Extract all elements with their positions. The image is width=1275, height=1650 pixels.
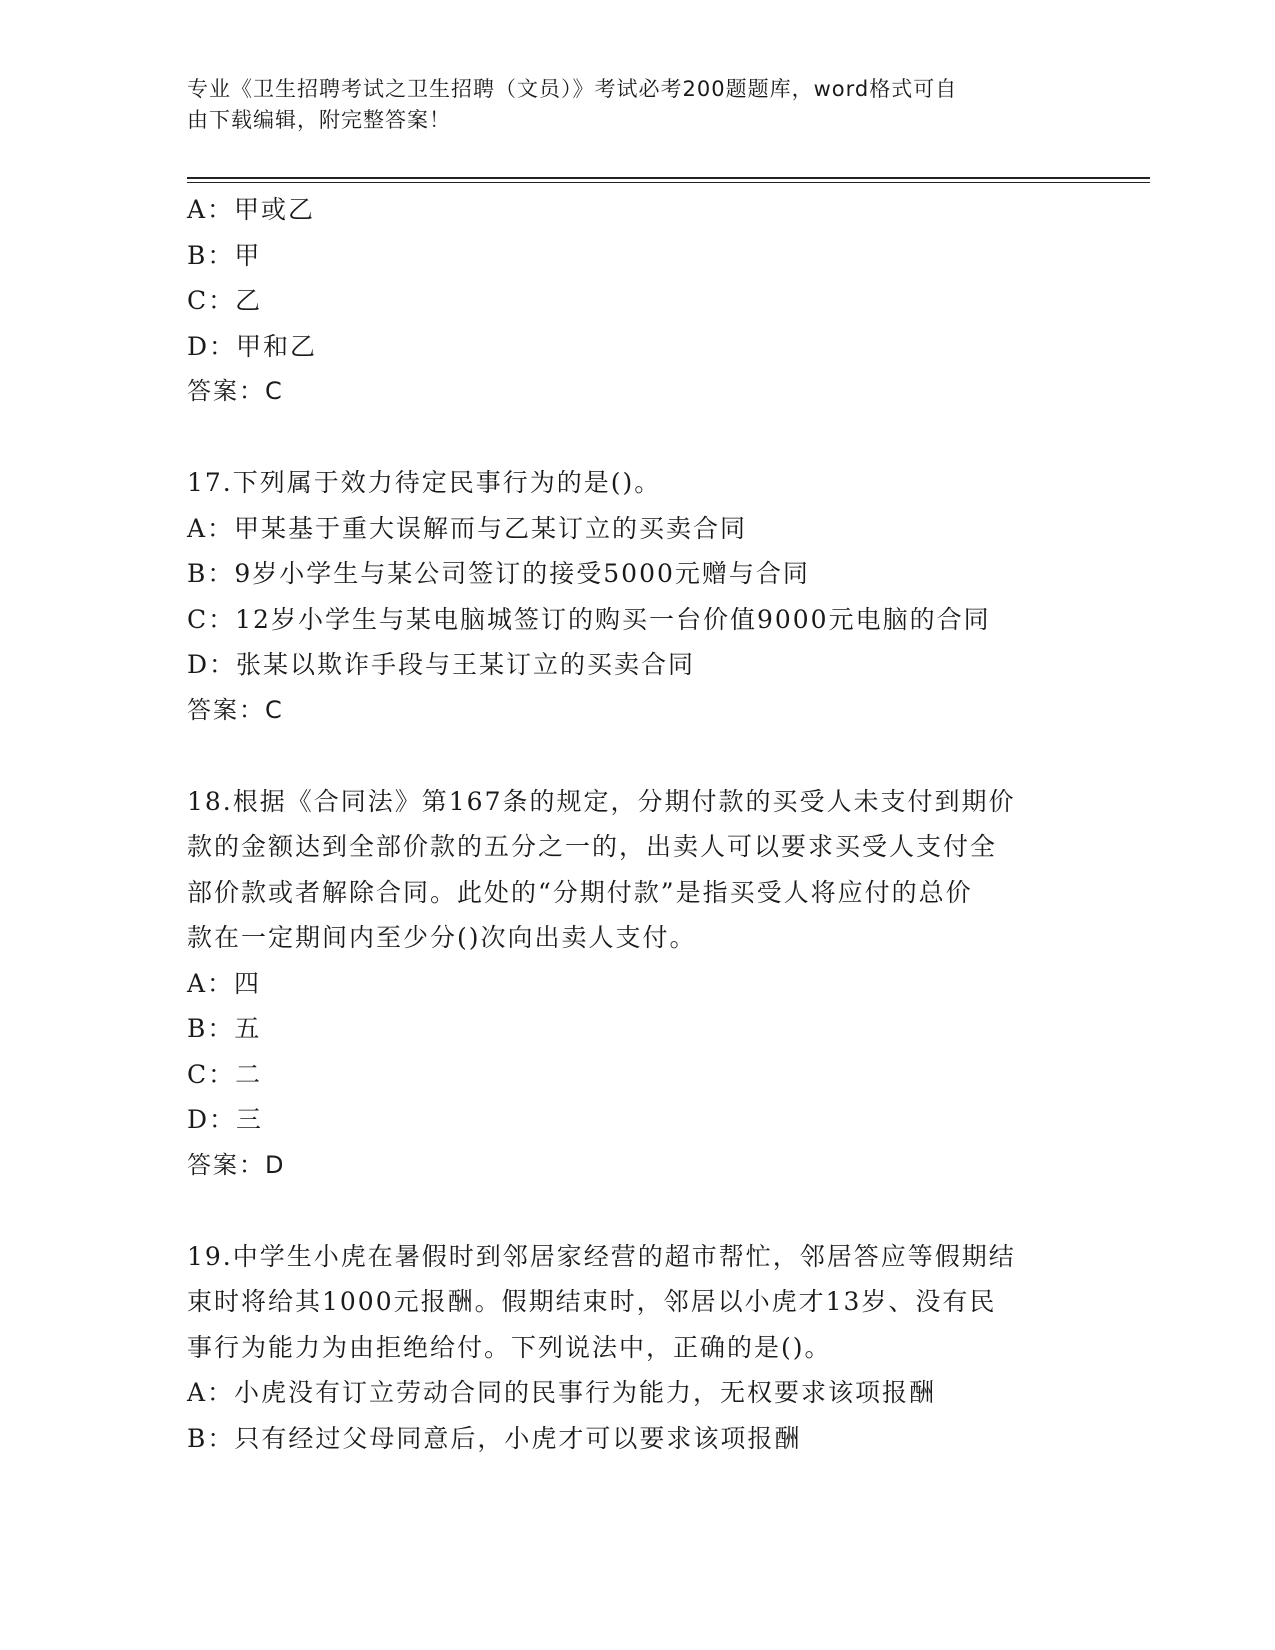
option-d: D：甲和乙 — [187, 331, 318, 361]
option-a: A：小虎没有订立劳动合同的民事行为能力，无权要求该项报酬 — [187, 1378, 937, 1407]
header-rule-thick — [187, 177, 1150, 179]
option-b: B：甲 — [187, 240, 262, 270]
spacer — [187, 415, 1087, 461]
question-stem-line-3: 事行为能力为由拒绝给付。下列说法中，正确的是()。 — [187, 1332, 832, 1362]
option-c: C：乙 — [187, 286, 263, 315]
question-stem-line-3: 部价款或者解除合同。此处的“分期付款”是指买受人将应付的总价 — [187, 877, 973, 907]
question-stem-line-1: 18.根据《合同法》第167条的规定，分期付款的买受人未支付到期价 — [187, 786, 1016, 816]
option-c: C：二 — [187, 1059, 263, 1089]
spacer — [187, 1188, 1087, 1234]
option-d: D：三 — [187, 1105, 264, 1134]
option-a: A：甲或乙 — [187, 195, 316, 224]
question-stem-line-4: 款在一定期间内至少分()次向出卖人支付。 — [187, 923, 697, 952]
question-list — [187, 187, 1087, 1461]
question-18 — [187, 779, 1087, 1189]
option-a: A：四 — [187, 968, 262, 998]
answer-line: 答案：D — [187, 1150, 286, 1179]
option-b: B：9岁小学生与某公司签订的接受5000元赠与合同 — [187, 559, 810, 588]
spacer — [187, 733, 1087, 779]
question-stem-line-2: 款的金额达到全部价款的五分之一的，出卖人可以要求买受人支付全 — [187, 832, 998, 861]
header-line-1: 专业《卫生招聘考试之卫生招聘（文员）》考试必考200题题库，word格式可自 — [187, 77, 958, 101]
question-19 — [187, 1234, 1087, 1462]
option-b: B：五 — [187, 1014, 262, 1043]
header-line-2: 由下载编辑，附完整答案！ — [187, 108, 451, 132]
question-16-tail — [187, 187, 1087, 415]
option-a: A：甲某基于重大误解而与乙某订立的买卖合同 — [187, 513, 748, 543]
option-b: B：只有经过父母同意后，小虎才可以要求该项报酬 — [187, 1423, 802, 1453]
question-17 — [187, 460, 1087, 733]
option-d: D：张某以欺诈手段与王某订立的买卖合同 — [187, 650, 696, 679]
answer-line: 答案：C — [187, 377, 284, 405]
question-stem-line-2: 束时将给其1000元报酬。假期结束时，邻居以小虎才13岁、没有民 — [187, 1287, 997, 1316]
question-stem-line-1: 19.中学生小虎在暑假时到邻居家经营的超市帮忙，邻居答应等假期结 — [187, 1241, 1016, 1271]
option-c: C：12岁小学生与某电脑城签订的购买一台价值9000元电脑的合同 — [187, 604, 991, 634]
header-rule-thin — [187, 182, 1150, 183]
question-stem: 17.下列属于效力待定民事行为的是()。 — [187, 468, 662, 497]
answer-line: 答案：C — [187, 695, 284, 724]
page-header — [187, 74, 1067, 136]
